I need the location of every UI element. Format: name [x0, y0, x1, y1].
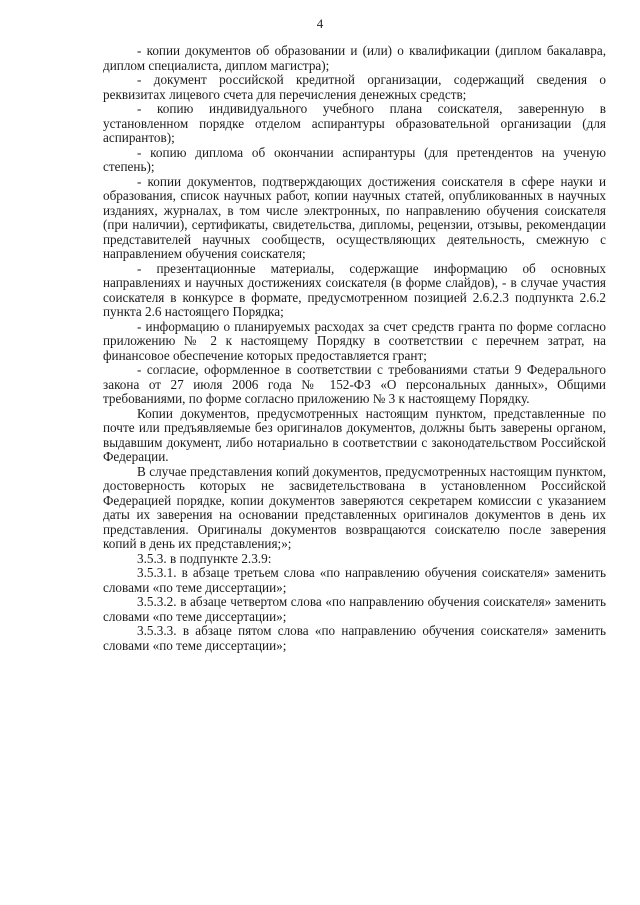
list-item-bank-document: - документ российской кредитной организации, содержащий сведения о реквизитах лицевого счета для перечисления денежных средств; [103, 72, 606, 102]
list-item-expenses: - информацию о планируемых расходах за счет средств гранта по форме согласно приложению № 2 к настоящему Порядку в соответствии с перечнем затрат, на финансовое обеспечение которых предоставляется грант; [103, 318, 606, 363]
list-item-consent: - согласие, оформленное в соответствии с требованиями статьи 9 Федерального закона от 27 июля 2006 года № 152-ФЗ «О персональных данных», Общими требованиями, по форме согласно приложению № 3 к настоящему Порядку. [103, 362, 606, 406]
list-item-achievements: - копии документов, подтверждающих достижения соискателя в сфере науки и образования, список научных работ, копии научных статей, опубликованных в научных изданиях, журналах, в том числе электронных, по направлению обучения соискателя (при наличии), сертификаты, свидетельства, дипломы, рецензии, отзывы, рекомендации представителей научных сообществ, осуществляющих деятельность, смежную с направлением обучения соискателя; [103, 173, 606, 261]
paragraph-copies-certification: Копии документов, предусмотренных настоящим пунктом, представленные по почте или предъявляемые без оригиналов документов, должны быть заверены органом, выдавшим документ, либо нотариально в соответствии с законодательством Российской Федерации. [103, 405, 606, 464]
paragraph-copies-secretary: В случае представления копий документов, предусмотренных настоящим пунктом, достоверность которых не засвидетельствована в установленном Российской Федерацией порядке, копии документов заверяются секретарем комиссии с указанием даты их заверения на основании представленных оригиналов документов в день их представления. Оригиналы документов возвращаются соискателю после заверения копий в день их представления;»; [103, 463, 606, 551]
paragraph-3-5-3-1: 3.5.3.1. в абзаце третьем слова «по направлению обучения соискателя» заменить словами «по теме диссертации»; [103, 565, 606, 595]
list-item-study-plan: - копию индивидуального учебного плана соискателя, заверенную в установленном порядке отделом аспирантуры образовательной организации (для аспирантов); [103, 101, 606, 145]
document-body [103, 44, 606, 653]
list-item-education-docs: - копии документов об образовании и (или) о квалификации (диплом бакалавра, диплом специалиста, диплом магистра); [103, 43, 606, 73]
page-number: 4 [316, 16, 324, 31]
paragraph-3-5-3-2: 3.5.3.2. в абзаце четвертом слова «по направлению обучения соискателя» заменить словами «по теме диссертации»; [103, 594, 606, 624]
paragraph-3-5-3: 3.5.3. в подпункте 2.3.9: [137, 550, 272, 566]
list-item-postgraduate-diploma: - копию диплома об окончании аспирантуры (для претендентов на ученую степень); [103, 144, 606, 174]
list-item-presentation: - презентационные материалы, содержащие информацию об основных направлениях и научных достижениях соискателя (в форме слайдов), - в случае участия соискателя в конкурсе в формате, предусмотренном позицией 2.6.2.3 подпункта 2.6.2 пункта 2.6 настоящего Порядка; [103, 260, 606, 319]
paragraph-3-5-3-3: 3.5.3.3. в абзаце пятом слова «по направлению обучения соискателя» заменить словами «по теме диссертации»; [103, 623, 606, 653]
